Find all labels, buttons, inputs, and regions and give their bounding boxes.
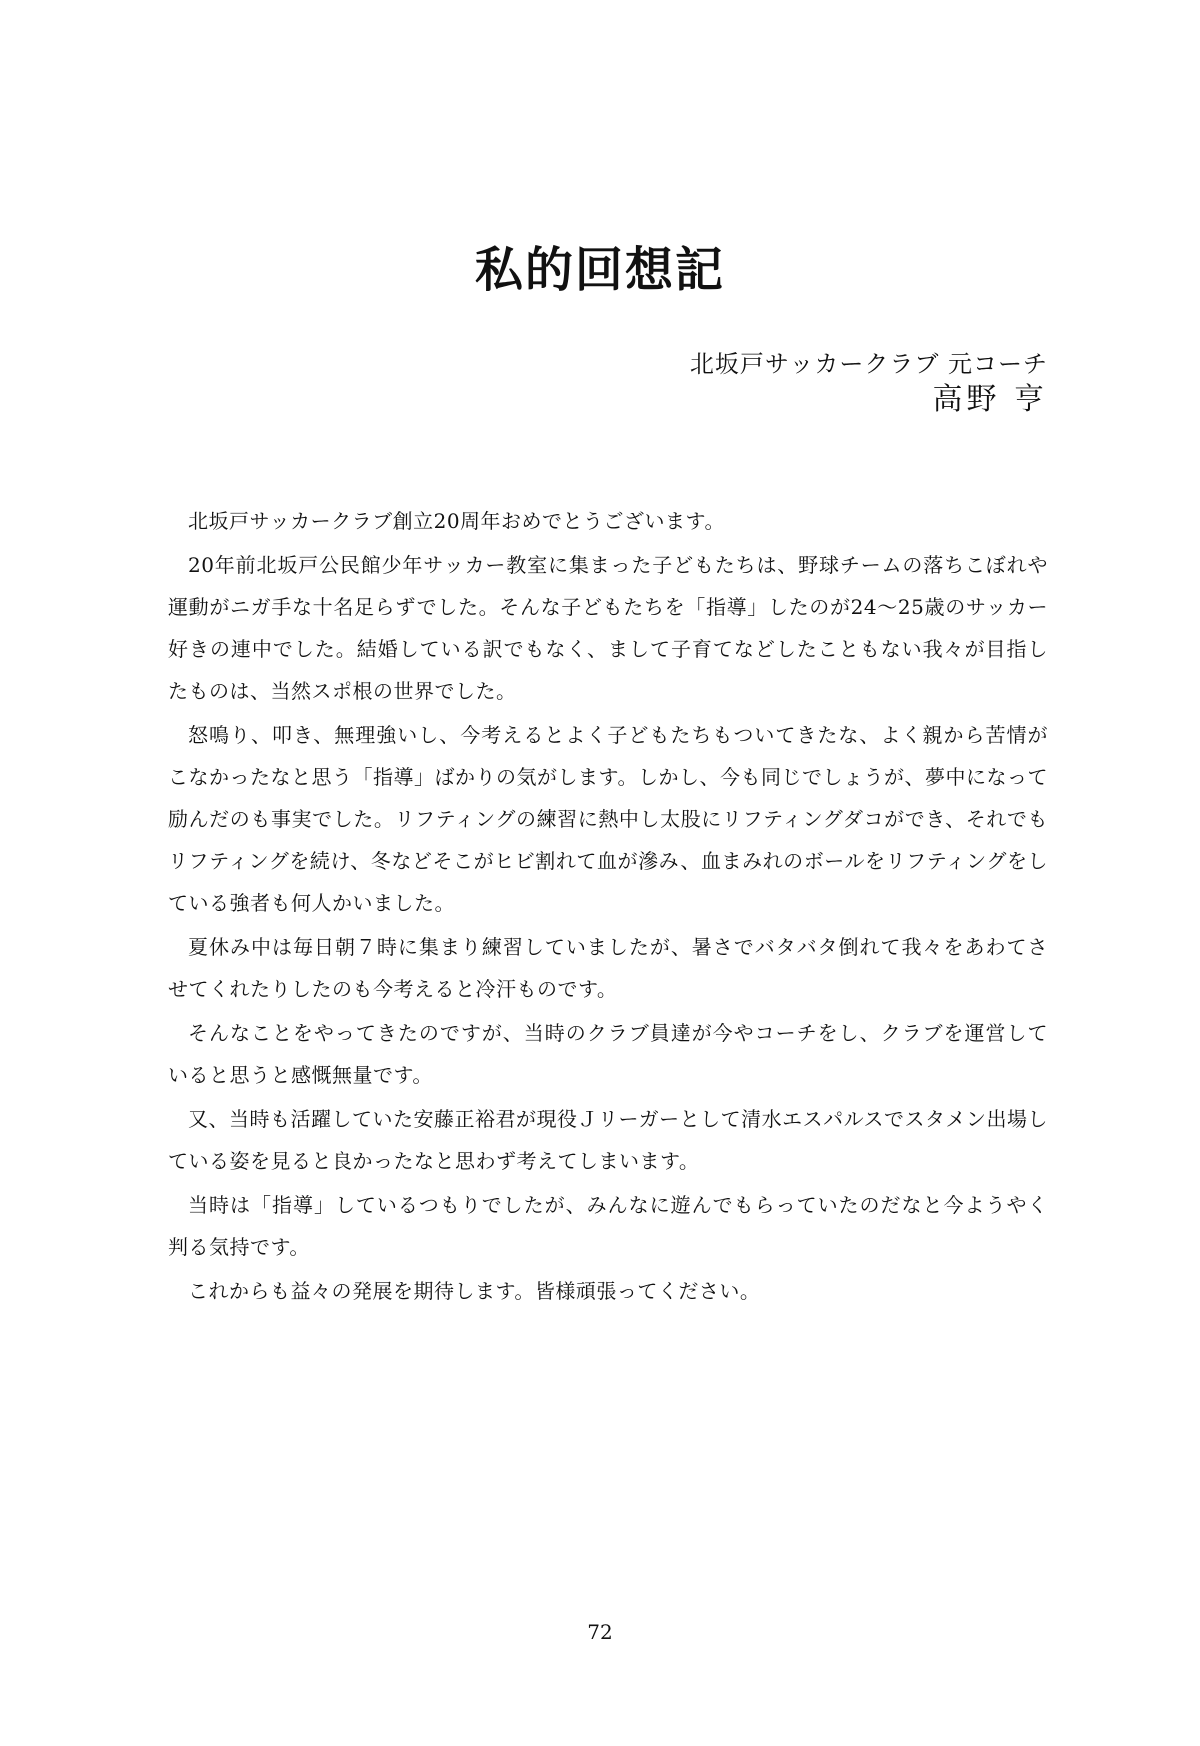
paragraph: 北坂戸サッカークラブ創立20周年おめでとうございます。	[188, 509, 725, 533]
page-number: 72	[587, 1620, 613, 1644]
paragraph: 当時は「指導」しているつもりでしたが、みんなに遊んでもらっていたのだなと今ようやく判る気持です。	[168, 1193, 1048, 1259]
paragraph: これからも益々の発展を期待します。皆様頑張ってください。	[188, 1279, 761, 1303]
article-body	[168, 500, 1048, 1314]
paragraph: 夏休み中は毎日朝７時に集まり練習していましたが、暑さでバタバタ倒れて我々をあわてさせてくれたりしたのも今考えると冷汗ものです。	[168, 935, 1048, 1001]
author-name: 高野 亨	[932, 382, 1048, 417]
paragraph: 怒鳴り、叩き、無理強いし、今考えるとよく子どもたちもついてきたな、よく親から苦情がこなかったなと思う「指導」ばかりの気がします。しかし、今も同じでしょうが、夢中になって励んだのも事実でした。リフティングの練習に熱中し太股にリフティングダコができ、それでもリフティングを続け、冬などそこがヒビ割れて血が滲み、血まみれのボールをリフティングをしている強者も何人かいました。	[168, 723, 1048, 915]
paragraph: 又、当時も活躍していた安藤正裕君が現役Ｊリーガーとして清水エスパルスでスタメン出場している姿を見ると良かったなと思わず考えてしまいます。	[168, 1107, 1048, 1173]
author-block	[690, 348, 1048, 420]
paragraph: 20年前北坂戸公民館少年サッカー教室に集まった子どもたちは、野球チームの落ちこぼれや運動がニガ手な十名足らずでした。そんな子どもたちを「指導」したのが24～25歳のサッカー好きの連中でした。結婚している訳でもなく、まして子育てなどしたこともない我々が目指したものは、当然スポ根の世界でした。	[168, 553, 1048, 703]
page-title: 私的回想記	[474, 242, 725, 298]
author-affiliation: 北坂戸サッカークラブ 元コーチ	[689, 350, 1048, 378]
paragraph: そんなことをやってきたのですが、当時のクラブ員達が今やコーチをし、クラブを運営していると思うと感慨無量です。	[168, 1021, 1048, 1087]
